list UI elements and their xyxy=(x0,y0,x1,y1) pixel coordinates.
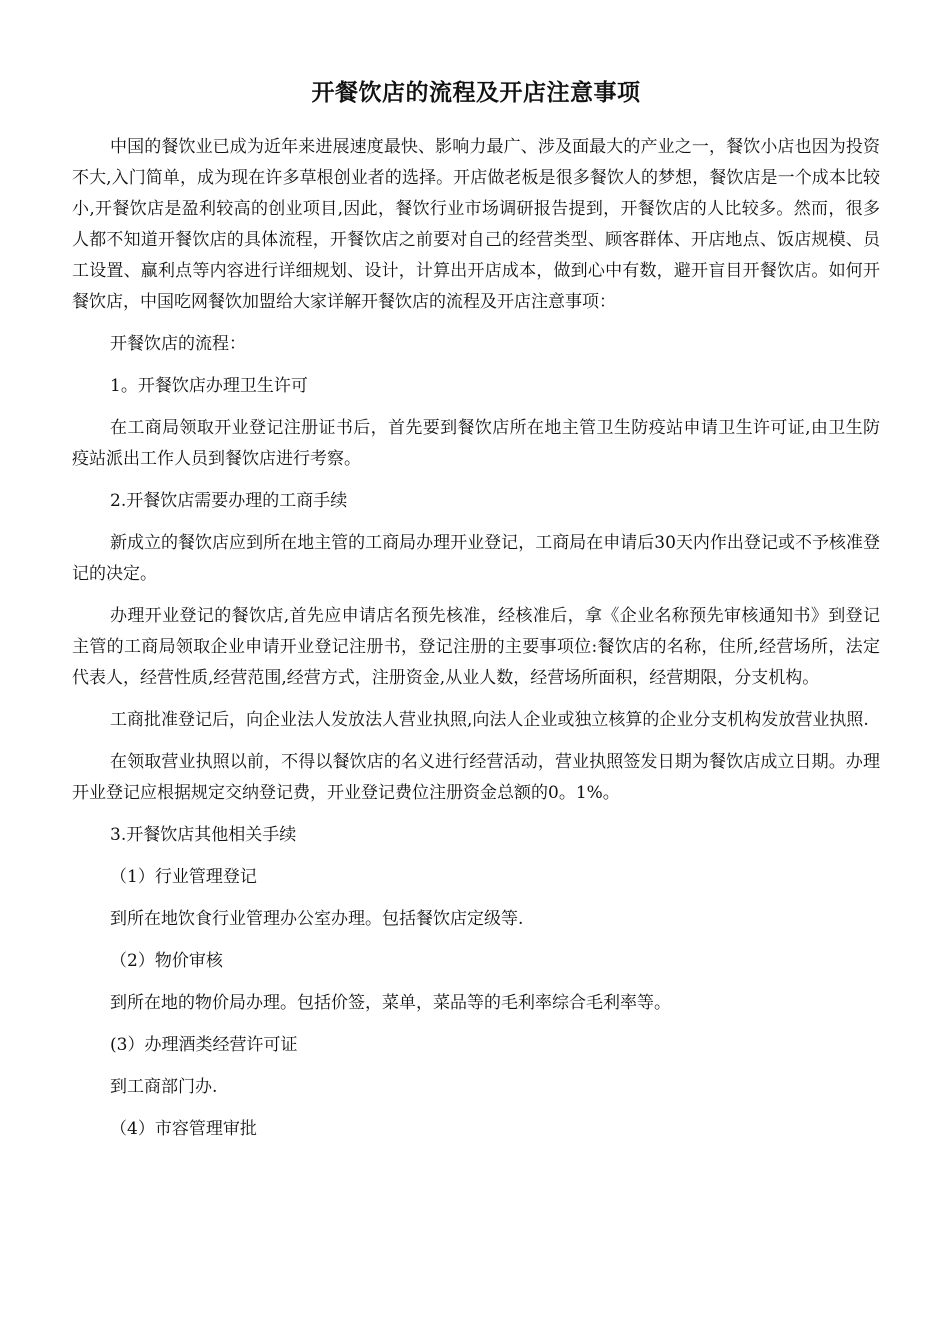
step-1-heading: 1。开餐饮店办理卫生许可 xyxy=(110,376,308,396)
intro-paragraph: 中国的餐饮业已成为近年来进展速度最快、影响力最广、涉及面最大的产业之一，餐饮小店也因为投资不大,入门简单，成为现在许多草根创业者的选择。开店做老板是很多餐饮人的梦想，餐饮店是一个成本比较小,开餐饮店是盈利较高的创业项目,因此，餐饮行业市场调研报告提到，开餐饮店的人比较多。然而，很多人都不知道开餐饮店的具体流程，开餐饮店之前要对自己的经营类型、顾客群体、开店地点、饭店规模、员工设置、赢利点等内容进行详细规划、设计，计算出开店成本，做到心中有数，避开盲目开餐饮店。如何开餐饮店，中国吃网餐饮加盟给大家详解开餐饮店的流程及开店注意事项： xyxy=(72,137,880,312)
substep-3-text: 到工商部门办. xyxy=(110,1077,218,1097)
step-3-heading: 3.开餐饮店其他相关手续 xyxy=(110,825,297,845)
step-2-paragraph-1: 新成立的餐饮店应到所在地主管的工商局办理开业登记，工商局在申请后30天内作出登记或不予核准登记的决定。 xyxy=(72,533,880,584)
document-title: 开餐饮店的流程及开店注意事项 xyxy=(311,80,641,106)
process-heading: 开餐饮店的流程： xyxy=(110,334,246,354)
substep-4-heading: （4）市容管理审批 xyxy=(110,1119,257,1139)
substep-3-heading: (3）办理酒类经营许可证 xyxy=(110,1035,298,1055)
substep-2-text: 到所在地的物价局办理。包括价签，菜单，菜品等的毛利率综合毛利率等。 xyxy=(110,993,671,1013)
substep-1-heading: （1）行业管理登记 xyxy=(110,867,257,887)
step-2-paragraph-3: 工商批准登记后，向企业法人发放法人营业执照,向法人企业或独立核算的企业分支机构发放营业执照. xyxy=(110,710,869,730)
substep-2-heading: （2）物价审核 xyxy=(110,951,223,971)
step-2-heading: 2.开餐饮店需要办理的工商手续 xyxy=(110,491,348,511)
step-2-paragraph-4: 在领取营业执照以前，不得以餐饮店的名义进行经营活动，营业执照签发日期为餐饮店成立日期。办理开业登记应根据规定交纳登记费，开业登记费位注册资金总额的0。1%。 xyxy=(72,752,880,803)
step-1-paragraph: 在工商局领取开业登记注册证书后，首先要到餐饮店所在地主管卫生防疫站申请卫生许可证,由卫生防疫站派出工作人员到餐饮店进行考察。 xyxy=(72,418,880,469)
document-page xyxy=(72,78,880,1156)
substep-1-text: 到所在地饮食行业管理办公室办理。包括餐饮店定级等. xyxy=(110,909,524,929)
step-2-paragraph-2: 办理开业登记的餐饮店,首先应申请店名预先核准，经核准后，拿《企业名称预先审核通知书》到登记主管的工商局领取企业申请开业登记注册书，登记注册的主要事项位:餐饮店的名称，住所,经营场所，法定代表人，经营性质,经营范围,经营方式，注册资金,从业人数，经营场所面积，经营期限，分支机构。 xyxy=(72,606,880,688)
